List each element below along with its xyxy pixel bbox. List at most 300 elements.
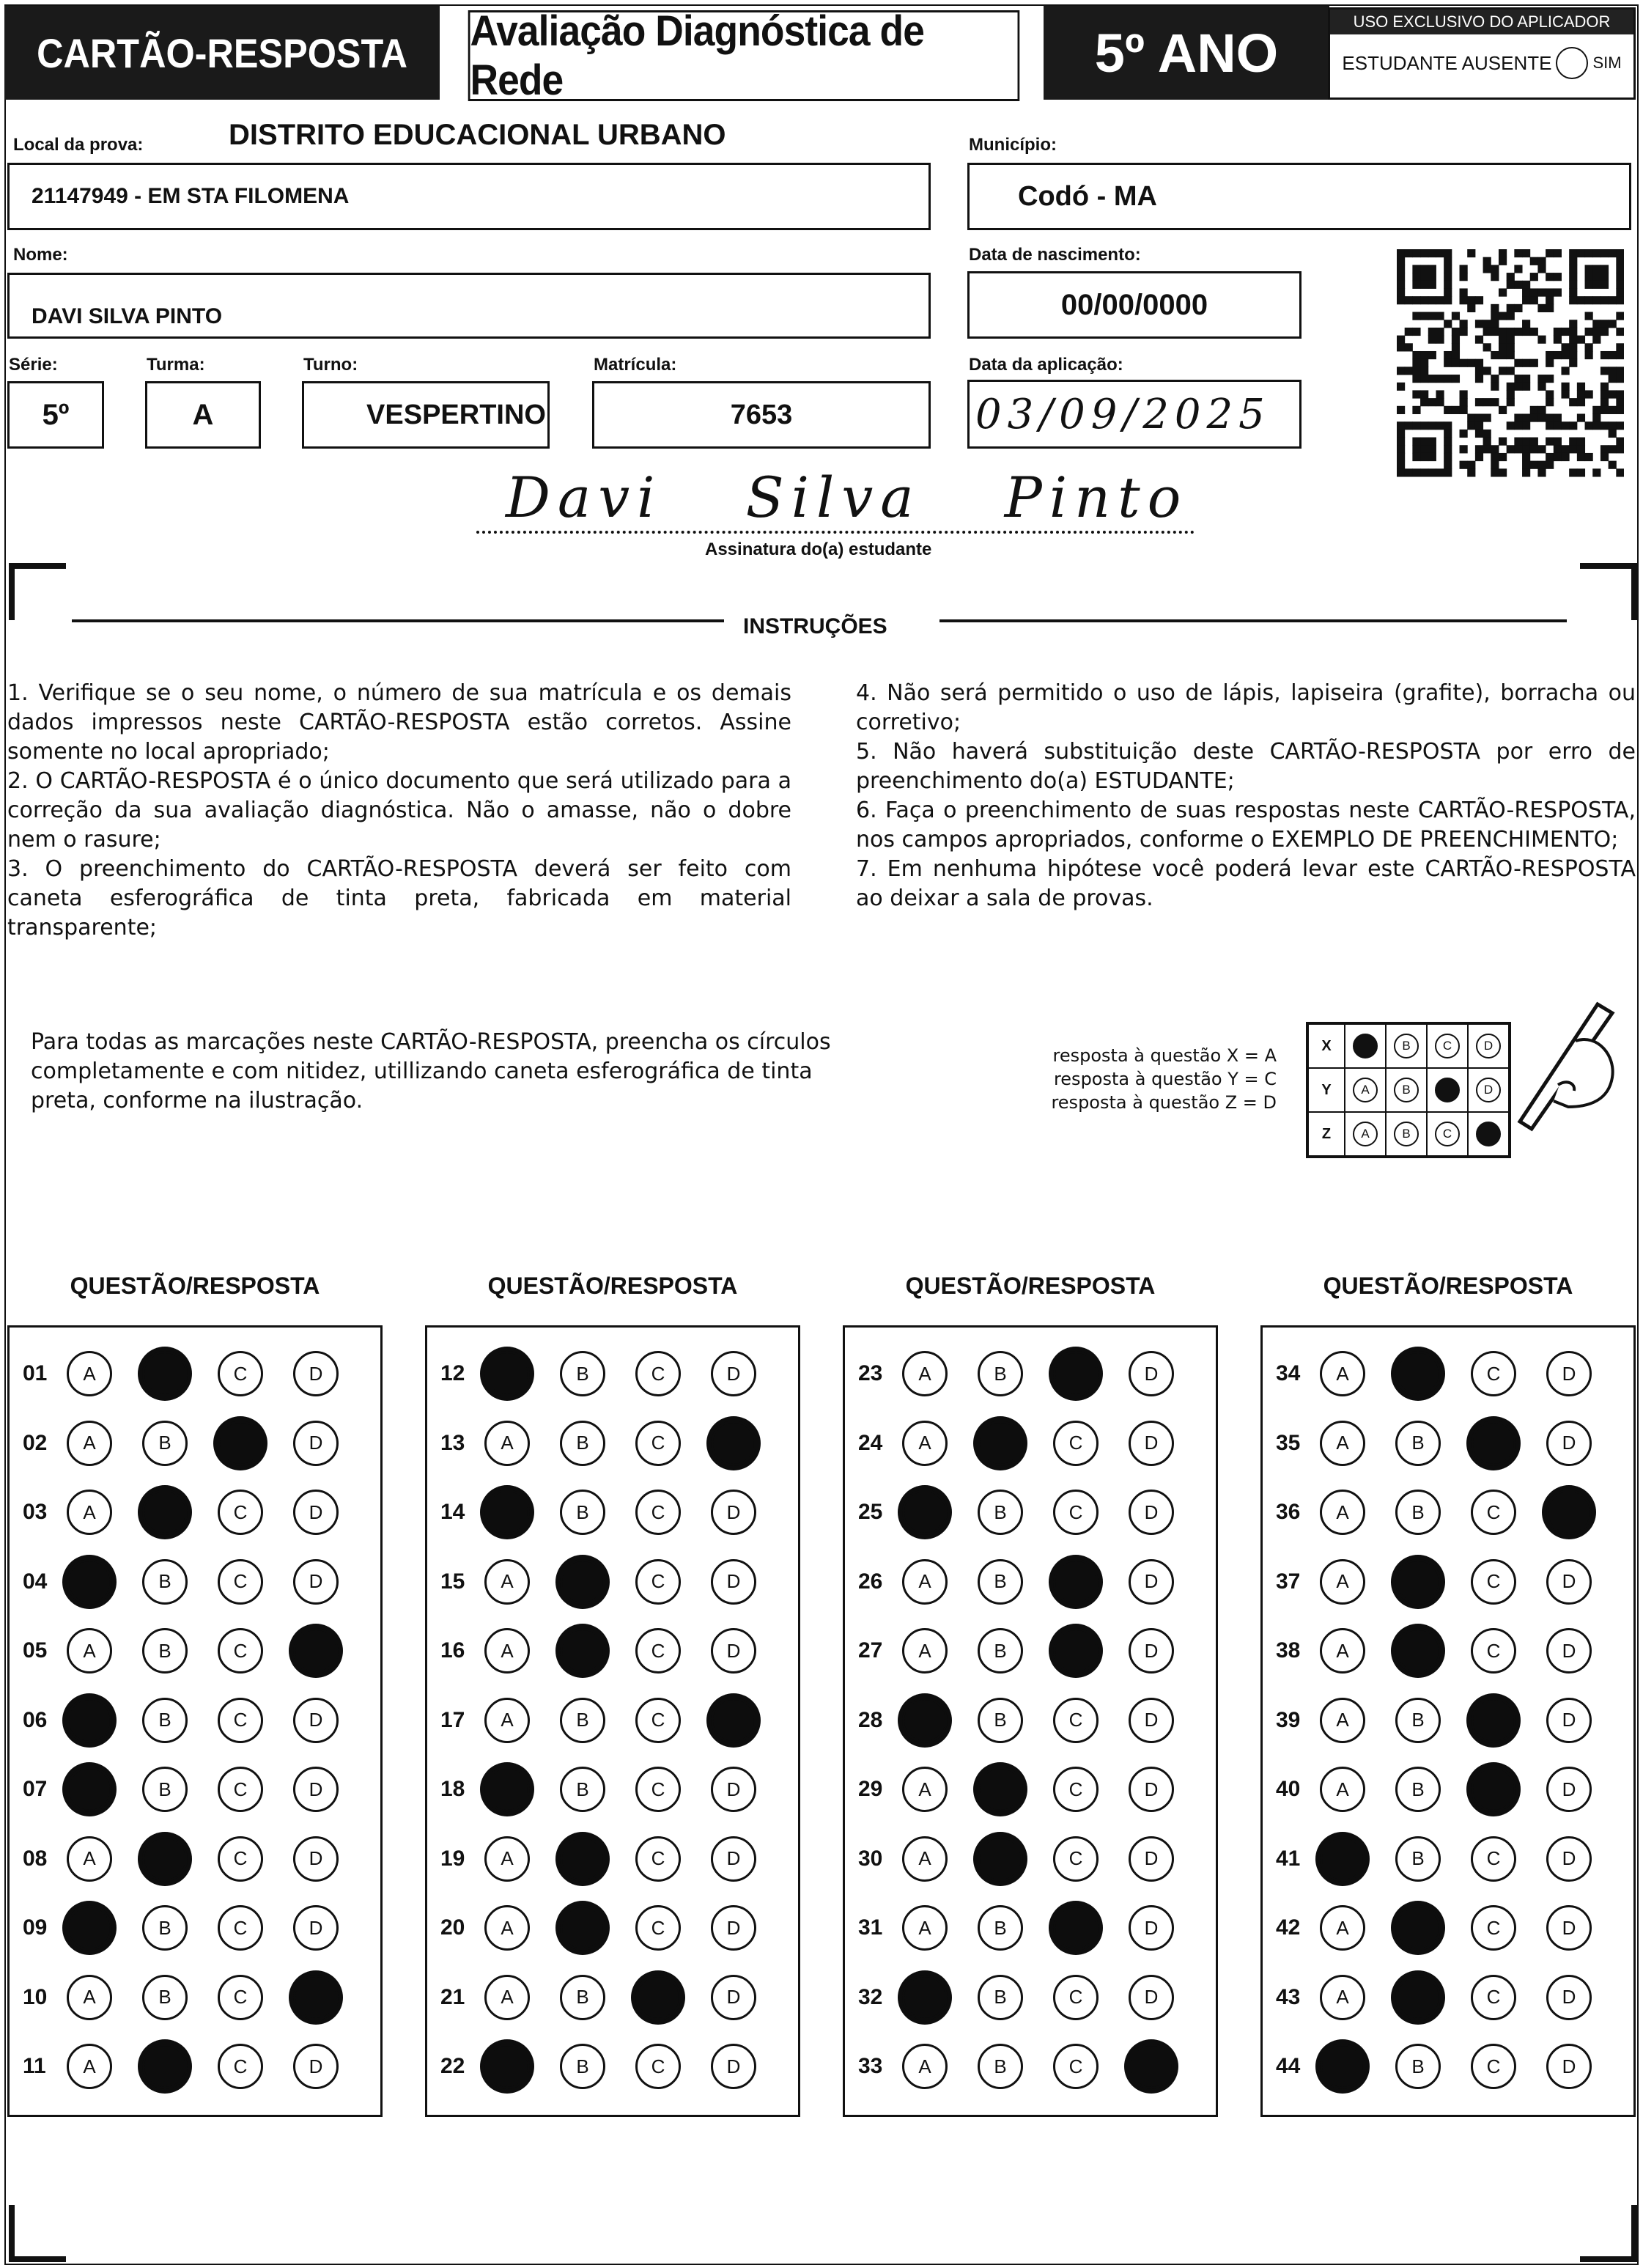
qr-module	[1522, 288, 1530, 296]
answer-bubble-a[interactable]	[1320, 1490, 1365, 1535]
answer-bubble-c[interactable]	[218, 1559, 263, 1605]
answer-bubble-c[interactable]	[218, 1905, 263, 1951]
qr-module	[1499, 288, 1507, 296]
answer-bubble-d[interactable]	[1546, 1351, 1592, 1396]
qr-module	[1499, 367, 1507, 375]
answer-bubble-b[interactable]	[142, 1628, 188, 1674]
answer-bubble-c[interactable]	[218, 2044, 263, 2089]
answer-bubble-c[interactable]	[635, 1836, 681, 1882]
qr-module	[1514, 383, 1522, 391]
qr-module	[1491, 375, 1499, 383]
answer-bubble-c[interactable]	[635, 1767, 681, 1812]
answer-bubble-b[interactable]	[560, 1421, 605, 1466]
answer-bubble-c[interactable]	[635, 2044, 681, 2089]
answer-bubble-d[interactable]	[1129, 1351, 1174, 1396]
answer-bubble-c[interactable]	[635, 1421, 681, 1466]
answer-bubble-a[interactable]	[67, 1905, 112, 1951]
answer-bubble-d[interactable]	[1546, 2044, 1592, 2089]
answer-bubble-d[interactable]	[293, 1351, 339, 1396]
qr-module	[1616, 265, 1624, 273]
answer-bubble-d[interactable]	[1129, 1836, 1174, 1882]
registration-mark-bottom-left	[9, 2205, 66, 2262]
answer-bubble-b[interactable]	[142, 1975, 188, 2020]
answer-bubble-c[interactable]	[1053, 1628, 1099, 1674]
qr-module	[1530, 328, 1538, 336]
bubble-letter: B	[994, 1709, 1007, 1731]
bubble-letter: C	[651, 1709, 665, 1731]
answer-bubble-c[interactable]	[1053, 1490, 1099, 1535]
qr-module	[1436, 328, 1444, 336]
qr-module	[1412, 328, 1420, 336]
answer-bubble-c[interactable]	[218, 1628, 263, 1674]
qr-module	[1444, 296, 1452, 304]
answer-bubble-b[interactable]	[560, 1836, 605, 1882]
answer-bubble-c[interactable]	[1053, 1421, 1099, 1466]
qr-module	[1491, 328, 1499, 336]
qr-module	[1514, 281, 1522, 289]
answer-bubble-a[interactable]	[1320, 1559, 1365, 1605]
answer-bubble-c[interactable]	[635, 1351, 681, 1396]
answer-bubble-b[interactable]	[142, 1836, 188, 1882]
bubble-letter: B	[994, 1362, 1007, 1385]
qr-module	[1491, 304, 1499, 312]
qr-module	[1397, 383, 1405, 391]
answer-bubble-b[interactable]	[142, 2044, 188, 2089]
answer-bubble-b[interactable]	[1395, 1767, 1441, 1812]
answer-bubble-b[interactable]	[1395, 1559, 1441, 1605]
answer-bubble-b[interactable]	[978, 1421, 1023, 1466]
answer-bubble-a[interactable]	[67, 1767, 112, 1812]
qr-module	[1592, 406, 1600, 414]
answer-bubble-b[interactable]	[142, 1559, 188, 1605]
question-number: 04	[23, 1569, 48, 1594]
answer-bubble-a[interactable]	[484, 1905, 530, 1951]
qr-module	[1522, 468, 1530, 476]
answer-bubble-a[interactable]	[67, 1836, 112, 1882]
qr-module	[1397, 265, 1405, 273]
bubble-letter: D	[1144, 1432, 1159, 1454]
qr-module	[1483, 413, 1491, 421]
answer-bubble-d[interactable]	[1546, 1490, 1592, 1535]
answer-bubble-a[interactable]	[1320, 1767, 1365, 1812]
bubble-letter: A	[1336, 1432, 1349, 1454]
registration-mark-bottom-right	[1580, 2205, 1637, 2262]
instructions-rule-left	[72, 619, 724, 622]
qr-module	[1483, 445, 1491, 453]
answer-bubble-a[interactable]	[1320, 1698, 1365, 1743]
answer-bubble-c[interactable]	[1053, 1559, 1099, 1605]
answer-bubble-b[interactable]	[978, 1767, 1023, 1812]
answer-bubble-c[interactable]	[218, 1698, 263, 1743]
answer-bubble-a[interactable]	[484, 1559, 530, 1605]
answer-bubble-d[interactable]	[711, 1351, 756, 1396]
qr-module	[1554, 421, 1562, 430]
answer-bubble-c[interactable]	[218, 1767, 263, 1812]
answer-bubble-d[interactable]	[711, 1559, 756, 1605]
question-number: 25	[858, 1500, 883, 1524]
bubble-letter: D	[309, 1501, 323, 1523]
qr-module	[1483, 257, 1491, 265]
answer-bubble-d[interactable]	[1546, 1421, 1592, 1466]
qr-module	[1609, 461, 1617, 469]
bubble-letter: C	[651, 1570, 665, 1592]
answer-bubble-d[interactable]	[711, 1698, 756, 1743]
question-number: 31	[858, 1915, 883, 1940]
answer-bubble-b[interactable]	[1395, 1351, 1441, 1396]
example-row-label: X	[1308, 1024, 1345, 1068]
bubble-letter: D	[1562, 1570, 1576, 1592]
answer-bubble-b[interactable]	[1395, 2044, 1441, 2089]
question-number: 43	[1276, 1984, 1301, 2009]
qr-module	[1475, 421, 1483, 430]
qr-module	[1420, 249, 1428, 257]
question-number: 19	[440, 1846, 465, 1871]
qr-module	[1609, 296, 1617, 304]
qr-module	[1609, 375, 1617, 383]
qr-module	[1592, 468, 1600, 476]
answer-bubble-a[interactable]	[1320, 1836, 1365, 1882]
answer-bubble-a[interactable]	[1320, 1628, 1365, 1674]
answer-bubble-b[interactable]	[142, 1351, 188, 1396]
answer-bubble-b[interactable]	[560, 1490, 605, 1535]
answer-bubble-c[interactable]	[1471, 1836, 1516, 1882]
qr-module	[1412, 265, 1420, 273]
qr-module	[1499, 249, 1507, 257]
answer-bubble-d[interactable]	[711, 1836, 756, 1882]
answer-bubble-a[interactable]	[902, 1698, 948, 1743]
bubble-letter: D	[1144, 1847, 1159, 1869]
answer-row	[1263, 1616, 1633, 1685]
answer-bubble-a[interactable]	[902, 1975, 948, 2020]
answer-row	[1263, 1755, 1633, 1824]
qr-module	[1592, 265, 1600, 273]
answer-bubble-d[interactable]	[711, 1975, 756, 2020]
answer-bubble-c[interactable]	[218, 1351, 263, 1396]
example-bubble-a	[1353, 1034, 1378, 1058]
answer-bubble-b[interactable]	[1395, 1698, 1441, 1743]
answer-bubble-d[interactable]	[293, 1628, 339, 1674]
answer-bubble-c[interactable]	[1471, 2044, 1516, 2089]
answer-bubble-d[interactable]	[1129, 1490, 1174, 1535]
answer-bubble-a[interactable]	[484, 1767, 530, 1812]
answer-bubble-a[interactable]	[902, 1905, 948, 1951]
answer-bubble-d[interactable]	[711, 1490, 756, 1535]
example-bubble-a: A	[1353, 1078, 1378, 1102]
answer-bubble-c[interactable]	[218, 1836, 263, 1882]
qr-module	[1561, 445, 1569, 453]
municipality-field: Codó - MA	[967, 163, 1631, 230]
answer-bubble-a[interactable]	[67, 2044, 112, 2089]
answer-bubble-b[interactable]	[560, 2044, 605, 2089]
answer-bubble-a[interactable]	[484, 1836, 530, 1882]
qr-module	[1412, 468, 1420, 476]
answer-bubble-b[interactable]	[1395, 1421, 1441, 1466]
answer-bubble-d[interactable]	[1129, 1698, 1174, 1743]
bubble-letter: A	[918, 1362, 931, 1385]
answer-bubble-b[interactable]	[1395, 1905, 1441, 1951]
answer-bubble-b[interactable]	[978, 1490, 1023, 1535]
answer-bubble-a[interactable]	[67, 1559, 112, 1605]
answer-bubble-c[interactable]	[635, 1628, 681, 1674]
answer-bubble-b[interactable]	[142, 1421, 188, 1466]
answer-bubble-d[interactable]	[711, 1767, 756, 1812]
qr-module	[1577, 445, 1585, 453]
answer-bubble-a[interactable]	[484, 1975, 530, 2020]
answer-bubble-d[interactable]	[1129, 1559, 1174, 1605]
answer-bubble-c[interactable]	[218, 1975, 263, 2020]
answer-bubble-a[interactable]	[67, 1628, 112, 1674]
answer-bubble-b[interactable]	[978, 1559, 1023, 1605]
answer-bubble-d[interactable]	[1546, 1698, 1592, 1743]
qr-module	[1397, 461, 1405, 469]
qr-module	[1483, 343, 1491, 351]
qr-module	[1569, 359, 1577, 367]
answer-bubble-d[interactable]	[1129, 1975, 1174, 2020]
answer-bubble-c[interactable]	[1053, 2044, 1099, 2089]
qr-module	[1600, 351, 1609, 359]
answer-bubble-c[interactable]	[1053, 1767, 1099, 1812]
answer-bubble-d[interactable]	[293, 1767, 339, 1812]
question-number: 05	[23, 1638, 48, 1663]
qr-module	[1609, 249, 1617, 257]
answer-bubble-a[interactable]	[902, 2044, 948, 2089]
qr-module	[1420, 351, 1428, 359]
qr-module	[1460, 328, 1468, 336]
qr-module	[1522, 413, 1530, 421]
answer-bubble-c[interactable]	[1053, 1905, 1099, 1951]
qr-module	[1397, 453, 1405, 461]
answer-bubble-a[interactable]	[902, 1421, 948, 1466]
answer-bubble-d[interactable]	[711, 1905, 756, 1951]
answer-bubble-b[interactable]	[560, 1905, 605, 1951]
answer-bubble-b[interactable]	[560, 1628, 605, 1674]
qr-module	[1546, 249, 1554, 257]
answer-bubble-c[interactable]	[1053, 1698, 1099, 1743]
answer-bubble-d[interactable]	[1546, 1767, 1592, 1812]
answer-bubble-c[interactable]	[1471, 1421, 1516, 1466]
answer-bubble-c[interactable]	[1471, 1698, 1516, 1743]
answer-bubble-d[interactable]	[293, 2044, 339, 2089]
answer-bubble-b[interactable]	[560, 1698, 605, 1743]
answer-bubble-d[interactable]	[1546, 1559, 1592, 1605]
qr-module	[1499, 328, 1507, 336]
answer-bubble-b[interactable]	[142, 1490, 188, 1535]
question-number: 28	[858, 1707, 883, 1732]
bubble-letter: D	[1562, 1639, 1576, 1662]
bubble-letter: B	[994, 1639, 1007, 1662]
answer-bubble-a[interactable]	[484, 2044, 530, 2089]
answer-bubble-a[interactable]	[1320, 2044, 1365, 2089]
answer-bubble-a[interactable]	[484, 1351, 530, 1396]
answer-row	[845, 1755, 1216, 1824]
answer-bubble-a[interactable]	[1320, 1975, 1365, 2020]
qr-module	[1499, 438, 1507, 446]
answer-bubble-a[interactable]	[1320, 1905, 1365, 1951]
bubble-letter: D	[309, 1778, 323, 1800]
answer-bubble-b[interactable]	[560, 1559, 605, 1605]
answer-bubble-b[interactable]	[560, 1767, 605, 1812]
qr-module	[1405, 468, 1413, 476]
answer-bubble-b[interactable]	[1395, 1975, 1441, 2020]
answer-bubble-c[interactable]	[635, 1975, 681, 2020]
bubble-letter: C	[233, 2055, 248, 2077]
bubble-letter: B	[576, 1362, 589, 1385]
birth-field: 00/00/0000	[967, 271, 1302, 339]
answer-bubble-d[interactable]	[1546, 1836, 1592, 1882]
answer-bubble-b[interactable]	[142, 1905, 188, 1951]
example-text: Para todas as marcações neste CARTÃO-RESPOSTA, preencha os círculos completamente e com nitidez, utillizando caneta esferográfica de tinta preta, conforme na ilustração.	[31, 1029, 831, 1113]
answer-bubble-a[interactable]	[902, 1836, 948, 1882]
answer-row	[427, 1686, 798, 1755]
enrollment-field: 7653	[592, 381, 931, 449]
qr-module	[1585, 390, 1593, 398]
answer-bubble-c[interactable]	[1053, 1351, 1099, 1396]
bubble-letter: D	[1144, 1501, 1159, 1523]
answer-bubble-d[interactable]	[1129, 1421, 1174, 1466]
answer-bubble-c[interactable]	[1471, 1975, 1516, 2020]
answer-bubble-a[interactable]	[67, 1975, 112, 2020]
qr-module	[1600, 398, 1609, 406]
answer-bubble-d[interactable]	[711, 2044, 756, 2089]
qr-module	[1522, 383, 1530, 391]
answer-bubble-c[interactable]	[1471, 1767, 1516, 1812]
qr-module	[1537, 288, 1546, 296]
instructions-rule-right	[939, 619, 1567, 622]
qr-module	[1436, 468, 1444, 476]
qr-module	[1522, 281, 1530, 289]
answer-bubble-c[interactable]	[635, 1698, 681, 1743]
answer-bubble-a[interactable]	[902, 1628, 948, 1674]
answer-bubble-d[interactable]	[1546, 1975, 1592, 2020]
answer-bubble-b[interactable]	[978, 1351, 1023, 1396]
qr-module	[1616, 288, 1624, 296]
absent-checkbox[interactable]	[1556, 47, 1588, 79]
answer-bubble-b[interactable]	[560, 1351, 605, 1396]
answer-bubble-d[interactable]	[293, 1698, 339, 1743]
answer-bubble-b[interactable]	[978, 1628, 1023, 1674]
answer-bubble-c[interactable]	[218, 1421, 263, 1466]
answer-bubble-a[interactable]	[484, 1628, 530, 1674]
answer-bubble-d[interactable]	[293, 1559, 339, 1605]
qr-module	[1460, 406, 1468, 414]
question-number: 35	[1276, 1430, 1301, 1455]
qr-module	[1600, 249, 1609, 257]
bubble-letter: D	[1562, 1362, 1576, 1385]
bubble-letter: B	[1411, 1778, 1425, 1800]
qr-module	[1585, 421, 1593, 430]
answer-row	[427, 1963, 798, 2032]
answer-bubble-c[interactable]	[1053, 1836, 1099, 1882]
qr-module	[1554, 351, 1562, 359]
answer-bubble-d[interactable]	[1129, 1767, 1174, 1812]
answer-bubble-b[interactable]	[1395, 1490, 1441, 1535]
location-field: 21147949 - EM STA FILOMENA	[7, 163, 931, 230]
answer-bubble-b[interactable]	[1395, 1628, 1441, 1674]
answer-bubble-a[interactable]	[902, 1490, 948, 1535]
qr-module	[1428, 398, 1436, 406]
answer-bubble-a[interactable]	[902, 1351, 948, 1396]
answer-bubble-a[interactable]	[67, 1351, 112, 1396]
answer-bubble-b[interactable]	[978, 2044, 1023, 2089]
answer-bubble-c[interactable]	[1471, 1905, 1516, 1951]
qr-module	[1428, 296, 1436, 304]
answer-bubble-d[interactable]	[293, 1905, 339, 1951]
answer-bubble-d[interactable]	[711, 1421, 756, 1466]
qr-module	[1412, 359, 1420, 367]
answer-bubble-a[interactable]	[902, 1767, 948, 1812]
answer-bubble-c[interactable]	[635, 1490, 681, 1535]
answer-bubble-d[interactable]	[293, 1421, 339, 1466]
answer-bubble-a[interactable]	[484, 1698, 530, 1743]
answer-bubble-c[interactable]	[218, 1490, 263, 1535]
answer-bubble-d[interactable]	[1129, 2044, 1174, 2089]
qr-module	[1546, 390, 1554, 398]
answer-bubble-b[interactable]	[142, 1698, 188, 1743]
answer-bubble-d[interactable]	[1129, 1905, 1174, 1951]
answer-bubble-d[interactable]	[1546, 1905, 1592, 1951]
answer-bubble-a[interactable]	[67, 1698, 112, 1743]
answer-bubble-b[interactable]	[142, 1767, 188, 1812]
answer-bubble-c[interactable]	[1471, 1559, 1516, 1605]
qr-module	[1585, 296, 1593, 304]
answer-bubble-b[interactable]	[978, 1905, 1023, 1951]
qr-module	[1460, 288, 1468, 296]
question-number: 27	[858, 1638, 883, 1663]
answer-bubble-a[interactable]	[902, 1559, 948, 1605]
answer-bubble-b[interactable]	[560, 1975, 605, 2020]
example-row-label: Z	[1308, 1112, 1345, 1156]
answer-bubble-a[interactable]	[484, 1490, 530, 1535]
answer-bubble-b[interactable]	[978, 1698, 1023, 1743]
answer-bubble-b[interactable]	[1395, 1836, 1441, 1882]
answer-bubble-a[interactable]	[67, 1421, 112, 1466]
answer-bubble-d[interactable]	[293, 1490, 339, 1535]
answer-bubble-c[interactable]	[1471, 1490, 1516, 1535]
qr-module	[1577, 383, 1585, 391]
answer-bubble-c[interactable]	[635, 1559, 681, 1605]
qr-module	[1569, 296, 1577, 304]
qr-module	[1412, 453, 1420, 461]
qr-module	[1507, 281, 1515, 289]
answer-bubble-d[interactable]	[293, 1836, 339, 1882]
bubble-letter: B	[158, 1639, 171, 1662]
qr-module	[1507, 383, 1515, 391]
answer-bubble-a[interactable]	[67, 1490, 112, 1535]
qr-module	[1577, 398, 1585, 406]
answer-bubble-a[interactable]	[1320, 1421, 1365, 1466]
qr-module	[1405, 249, 1413, 257]
qr-module	[1537, 413, 1546, 421]
bubble-letter: A	[501, 1432, 514, 1454]
answer-bubble-c[interactable]	[1053, 1975, 1099, 2020]
qr-module	[1420, 281, 1428, 289]
qr-module	[1554, 453, 1562, 461]
qr-module	[1585, 328, 1593, 336]
qr-module	[1507, 421, 1515, 430]
answer-bubble-a[interactable]	[484, 1421, 530, 1466]
answer-bubble-c[interactable]	[635, 1905, 681, 1951]
answer-bubble-b[interactable]	[978, 1975, 1023, 2020]
answer-bubble-d[interactable]	[293, 1975, 339, 2020]
answer-bubble-d[interactable]	[711, 1628, 756, 1674]
qr-module	[1554, 273, 1562, 281]
answer-bubble-b[interactable]	[978, 1836, 1023, 1882]
answer-bubble-c[interactable]	[1471, 1351, 1516, 1396]
answer-bubble-c[interactable]	[1471, 1628, 1516, 1674]
answer-bubble-d[interactable]	[1129, 1628, 1174, 1674]
answer-bubble-a[interactable]	[1320, 1351, 1365, 1396]
answer-bubble-d[interactable]	[1546, 1628, 1592, 1674]
